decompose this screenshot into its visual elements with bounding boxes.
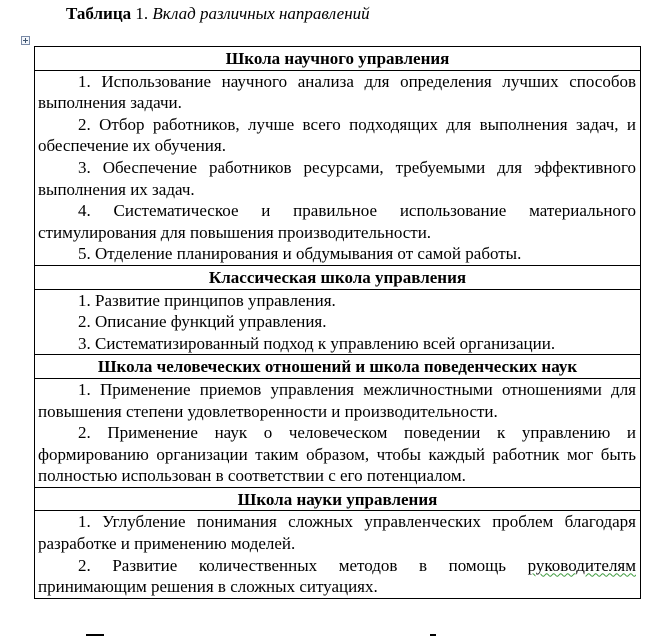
list-item: 4. Систематическое и правильное использование материального стимулирования для повышения производительности. — [38, 201, 636, 242]
table-move-handle-icon[interactable] — [21, 36, 30, 45]
list-item: 2. Отбор работников, лучше всего подходящих для выполнения задач, и обеспечение их обучения. — [38, 114, 636, 156]
text-fragment — [86, 634, 104, 636]
caption-label: Таблица — [66, 4, 132, 23]
list-item: 2. Описание функций управления. — [78, 312, 327, 332]
list-item: 1. Развитие принципов управления. — [78, 290, 336, 310]
list-item: 2. Развитие количественных методов в помощь руководителям принимающим решения в сложных ситуациях. — [38, 555, 636, 597]
section-heading-scientific: Школа научного управления — [35, 47, 640, 71]
directions-table — [34, 46, 641, 599]
section-body-management-science — [35, 511, 640, 598]
table-caption — [66, 4, 370, 24]
caption-title: Вклад различных направлений — [152, 4, 370, 23]
caption-number: 1 — [135, 4, 144, 23]
list-item: 1. Применение приемов управления межличностными отношениями для повышения степени удовлетворенности и производительности. — [38, 379, 636, 421]
section-heading-management-science: Школа науки управления — [35, 488, 640, 512]
section-body-scientific — [35, 71, 640, 266]
text-fragment — [430, 634, 436, 636]
section-heading-human-relations: Школа человеческих отношений и школа поведенческих наук — [35, 355, 640, 379]
section-heading-classical: Классическая школа управления — [35, 266, 640, 290]
caption-separator: . — [143, 4, 149, 23]
spellcheck-flagged-word[interactable]: руководителям — [527, 555, 636, 575]
section-body-classical — [35, 290, 640, 356]
list-item: 5. Отделение планирования и обдумывания от самой работы. — [78, 244, 522, 264]
next-line-fragment — [0, 630, 667, 641]
list-item: 3. Систематизированный подход к управлению всей организации. — [78, 333, 556, 353]
section-body-human-relations — [35, 379, 640, 488]
list-item: 2. Применение наук о человеческом поведении к управлению и формированию организации таким образом, чтобы каждый работник мог быть полностью использован в соответствии с его потенциалом. — [38, 423, 636, 486]
list-item: 1. Использование научного анализа для определения лучших способов выполнения задачи. — [38, 71, 636, 113]
list-item: 3. Обеспечение работников ресурсами, требуемыми для эффективного выполнения их задач. — [38, 157, 636, 199]
list-item: 1. Углубление понимания сложных управленческих проблем благодаря разработке и применению моделей. — [38, 512, 636, 554]
